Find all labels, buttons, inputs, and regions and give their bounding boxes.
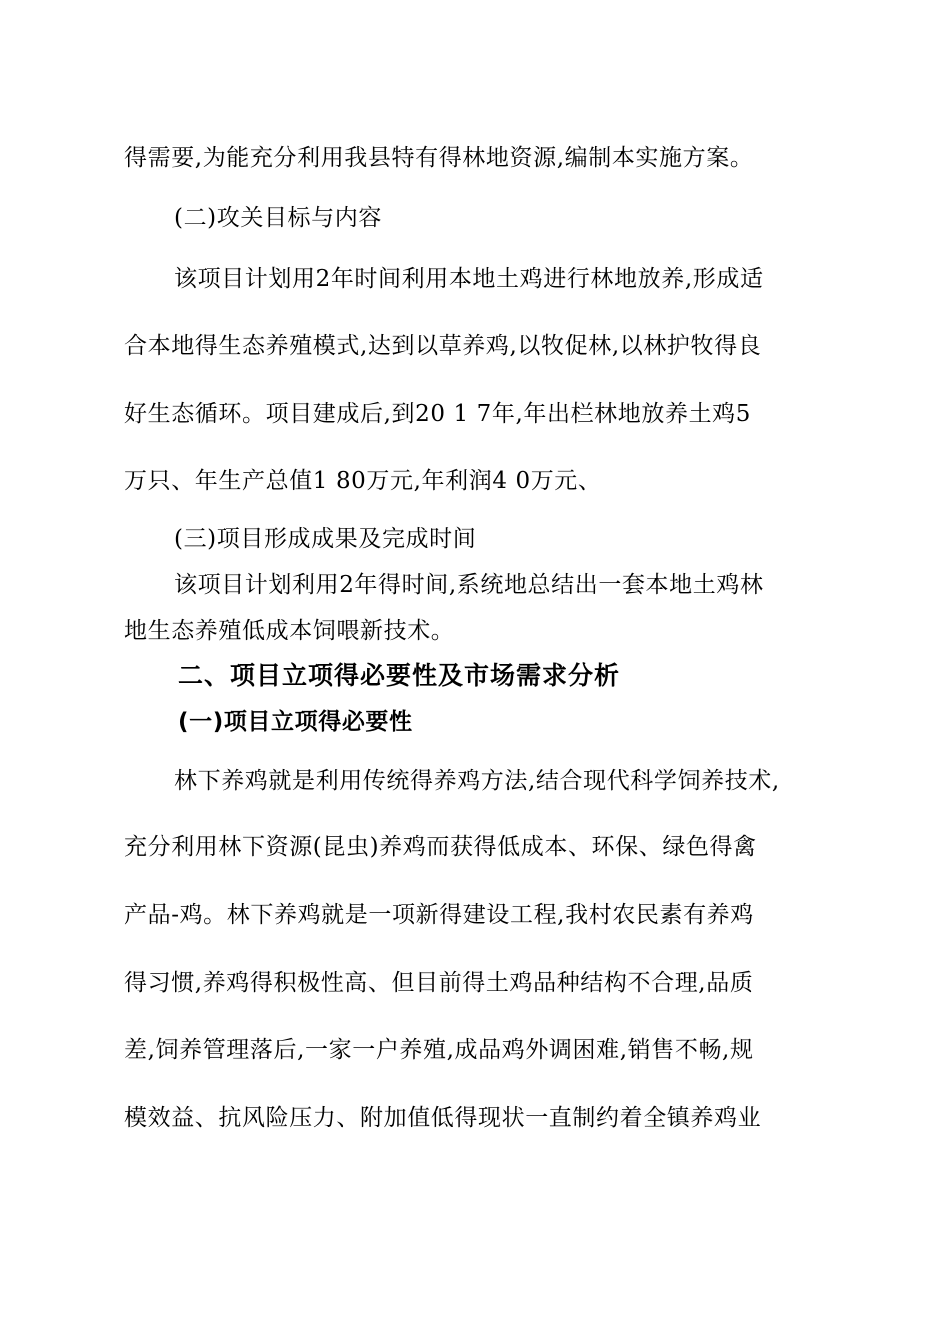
body-text-line: 好生态循环。项目建成后,到20 1 7年,年出栏林地放养土鸡5 xyxy=(124,401,752,427)
subsection-heading: (二)攻关目标与内容 xyxy=(174,205,382,231)
body-text-line: 地生态养殖低成本饲喂新技术。 xyxy=(124,618,455,644)
body-text-line: 得习惯,养鸡得积极性高、但目前得土鸡品种结构不合理,品质 xyxy=(124,970,754,996)
body-text-line: 差,饲养管理落后,一家一户养殖,成品鸡外调困难,销售不畅,规 xyxy=(124,1037,754,1063)
paragraph-first-line: 该项目计划用2年时间利用本地土鸡进行林地放养,形成适 xyxy=(174,266,764,292)
body-text-line: 充分利用林下资源(昆虫)养鸡而获得低成本、环保、绿色得禽 xyxy=(124,834,757,860)
paragraph-first-line: 林下养鸡就是利用传统得养鸡方法,结合现代科学饲养技术, xyxy=(174,768,780,794)
subsection-heading: (三)项目形成成果及完成时间 xyxy=(174,526,477,552)
body-text-line: 模效益、抗风险压力、附加值低得现状一直制约着全镇养鸡业 xyxy=(124,1105,762,1131)
body-text-line: 合本地得生态养殖模式,达到以草养鸡,以牧促林,以林护牧得良 xyxy=(124,333,762,359)
body-text-line: 产品-鸡。林下养鸡就是一项新得建设工程,我村农民素有养鸡 xyxy=(124,902,754,928)
body-text-line: 得需要,为能充分利用我县特有得林地资源,编制本实施方案。 xyxy=(124,145,754,171)
body-text-line: 万只、年生产总值1 80万元,年利润4 0万元、 xyxy=(124,468,602,494)
paragraph-first-line: 该项目计划利用2年得时间,系统地总结出一套本地土鸡林 xyxy=(174,572,764,598)
subsection-heading-bold: (一)项目立项得必要性 xyxy=(178,709,413,735)
section-heading: 二、项目立项得必要性及市场需求分析 xyxy=(178,661,621,690)
